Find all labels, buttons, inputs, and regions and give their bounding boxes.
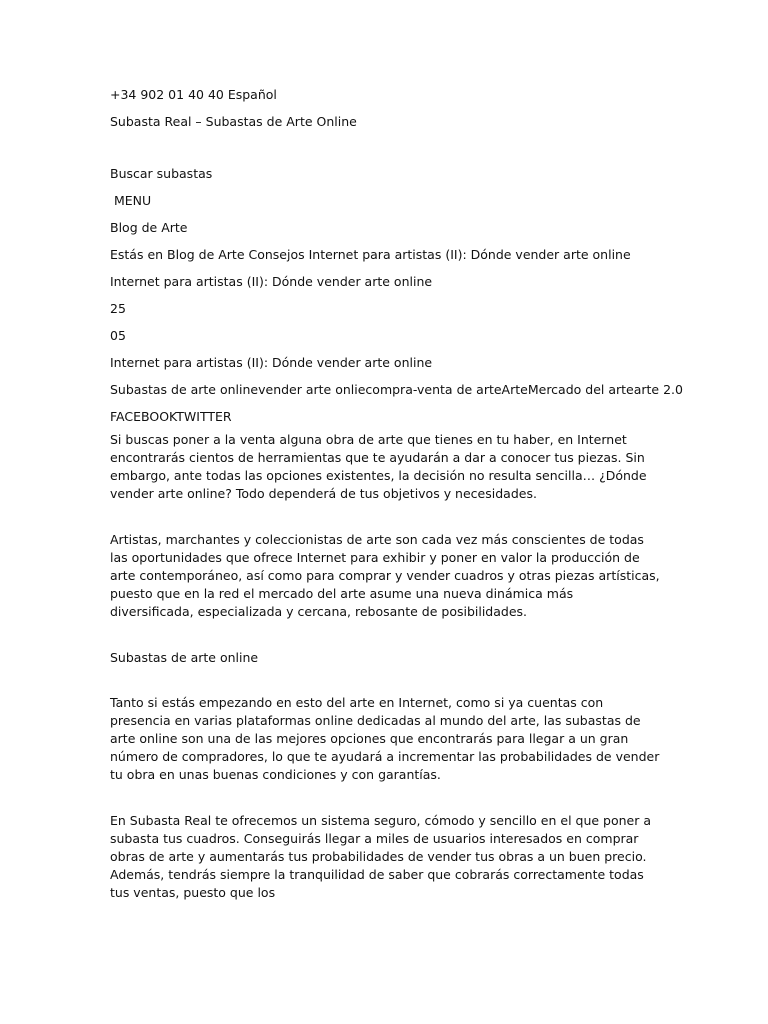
document-page bbox=[110, 86, 683, 902]
date-month: 05 bbox=[110, 328, 126, 343]
paragraph-4: En Subasta Real te ofrecemos un sistema seguro, cómodo y sencillo en el que poner a subasta tus cuadros. Conseguirás llegar a miles de usuarios interesados en comprar obras de arte y aumentarás tus probabilidades de vender tus obras a un buen precio. Además, tendrás siempre la tranquilidad de saber que cobrarás correctamente todas tus ventas, puesto que los bbox=[110, 813, 652, 900]
paragraph-2: Artistas, marchantes y coleccionistas de arte son cada vez más conscientes de todas las oportunidades que ofrece Internet para exhibir y poner en valor la producción de arte contemporáneo, así como para comprar y vender cuadros y otras piezas artísticas, puesto que en la red el mercado del arte asume una nueva dinámica más diversificada, especializada y cercana, rebosante de posibilidades. bbox=[110, 532, 660, 619]
breadcrumb: Estás en Blog de Arte Consejos Internet para artistas (II): Dónde vender arte online bbox=[110, 247, 631, 262]
article-title-repeat: Internet para artistas (II): Dónde vender arte online bbox=[110, 355, 433, 370]
phone-language-line[interactable]: +34 902 01 40 40 Español bbox=[110, 87, 277, 102]
blog-link[interactable]: Blog de Arte bbox=[110, 220, 188, 235]
menu-button[interactable]: MENU bbox=[110, 193, 152, 208]
search-auctions-link[interactable]: Buscar subastas bbox=[110, 166, 213, 181]
paragraph-3: Tanto si estás empezando en esto del arte en Internet, como si ya cuentas con presencia en varias plataformas online dedicadas al mundo del arte, las subastas de arte online son una de las mejores opciones que encontrarás para llegar a un gran número de compradores, lo que te ayudará a incrementar las probabilidades de vender tu obra en unas buenas condiciones y con garantías. bbox=[110, 695, 660, 782]
date-day: 25 bbox=[110, 301, 126, 316]
site-title[interactable]: Subasta Real – Subastas de Arte Online bbox=[110, 114, 357, 129]
article-tags[interactable]: Subastas de arte onlinevender arte onliecompra-venta de arteArteMercado del artearte 2.0 bbox=[110, 382, 683, 397]
share-links[interactable]: FACEBOOKTWITTER bbox=[110, 409, 232, 424]
article-title: Internet para artistas (II): Dónde vender arte online bbox=[110, 274, 433, 289]
paragraph-1: Si buscas poner a la venta alguna obra de arte que tienes en tu haber, en Internet encontrarás cientos de herramientas que te ayudarán a dar a conocer tus piezas. Sin embargo, ante todas las opciones existentes, la decisión no resulta sencilla… ¿Dónde vender arte online? Todo dependerá de tus objetivos y necesidades. bbox=[110, 432, 647, 501]
section-heading: Subastas de arte online bbox=[110, 650, 259, 665]
